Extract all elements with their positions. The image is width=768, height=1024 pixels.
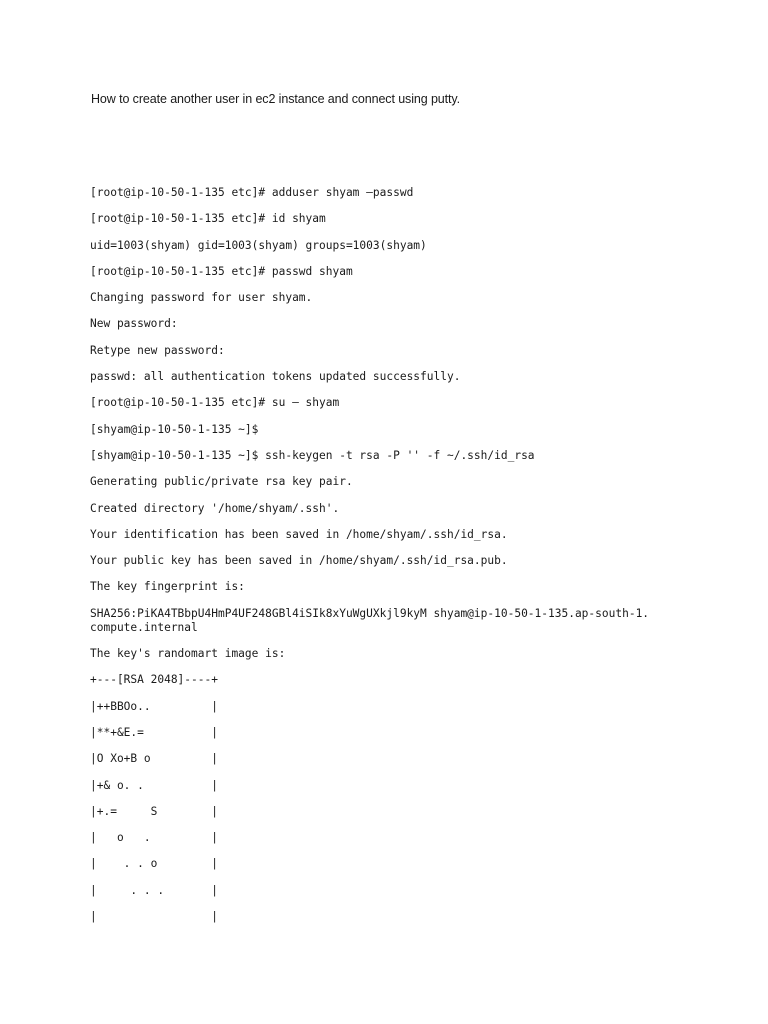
transcript-line: uid=1003(shyam) gid=1003(shyam) groups=1003(shyam) <box>90 238 427 252</box>
transcript-line: [shyam@ip-10-50-1-135 ~]$ <box>90 422 259 436</box>
randomart-line: |+.= S | <box>90 804 218 818</box>
randomart-line: | | <box>90 910 218 924</box>
transcript-line: New password: <box>90 317 178 331</box>
fingerprint-line: SHA256:PiKA4TBbpU4HmP4UF248GBl4iSIk8xYuWgUXkjl9kyM shyam@ip-10-50-1-135.ap-south-1.compute.internal <box>90 606 650 634</box>
terminal-transcript <box>90 186 690 936</box>
document-title: How to create another user in ec2 instance and connect using putty. <box>91 92 460 106</box>
randomart-line: |O Xo+B o | <box>90 752 218 766</box>
transcript-line: [root@ip-10-50-1-135 etc]# passwd shyam <box>90 264 353 278</box>
transcript-line: Changing password for user shyam. <box>90 291 313 305</box>
transcript-line: [root@ip-10-50-1-135 etc]# adduser shyam –passwd <box>90 186 414 199</box>
transcript-line: Generating public/private rsa key pair. <box>90 475 353 489</box>
randomart-line: | . . o | <box>90 857 218 871</box>
transcript-line: Your identification has been saved in /home/shyam/.ssh/id_rsa. <box>90 527 508 541</box>
transcript-line: The key fingerprint is: <box>90 580 245 594</box>
randomart-line: |+& o. . | <box>90 778 218 792</box>
transcript-line: Retype new password: <box>90 343 225 357</box>
transcript-line: Created directory '/home/shyam/.ssh'. <box>90 501 340 515</box>
transcript-line: Your public key has been saved in /home/shyam/.ssh/id_rsa.pub. <box>90 554 508 568</box>
randomart-line: +---[RSA 2048]----+ <box>90 673 218 687</box>
transcript-line: [root@ip-10-50-1-135 etc]# su – shyam <box>90 396 340 410</box>
randomart-line: |**+&E.= | <box>90 725 218 739</box>
transcript-line: [shyam@ip-10-50-1-135 ~]$ ssh-keygen -t rsa -P '' -f ~/.ssh/id_rsa <box>90 448 535 462</box>
randomart-line: |++BBOo.. | <box>90 699 218 713</box>
transcript-line: [root@ip-10-50-1-135 etc]# id shyam <box>90 212 326 226</box>
randomart-line: | o . | <box>90 831 218 845</box>
transcript-line: passwd: all authentication tokens updated successfully. <box>90 370 461 384</box>
transcript-line: The key's randomart image is: <box>90 647 286 661</box>
randomart-line: | . . . | <box>90 883 218 897</box>
